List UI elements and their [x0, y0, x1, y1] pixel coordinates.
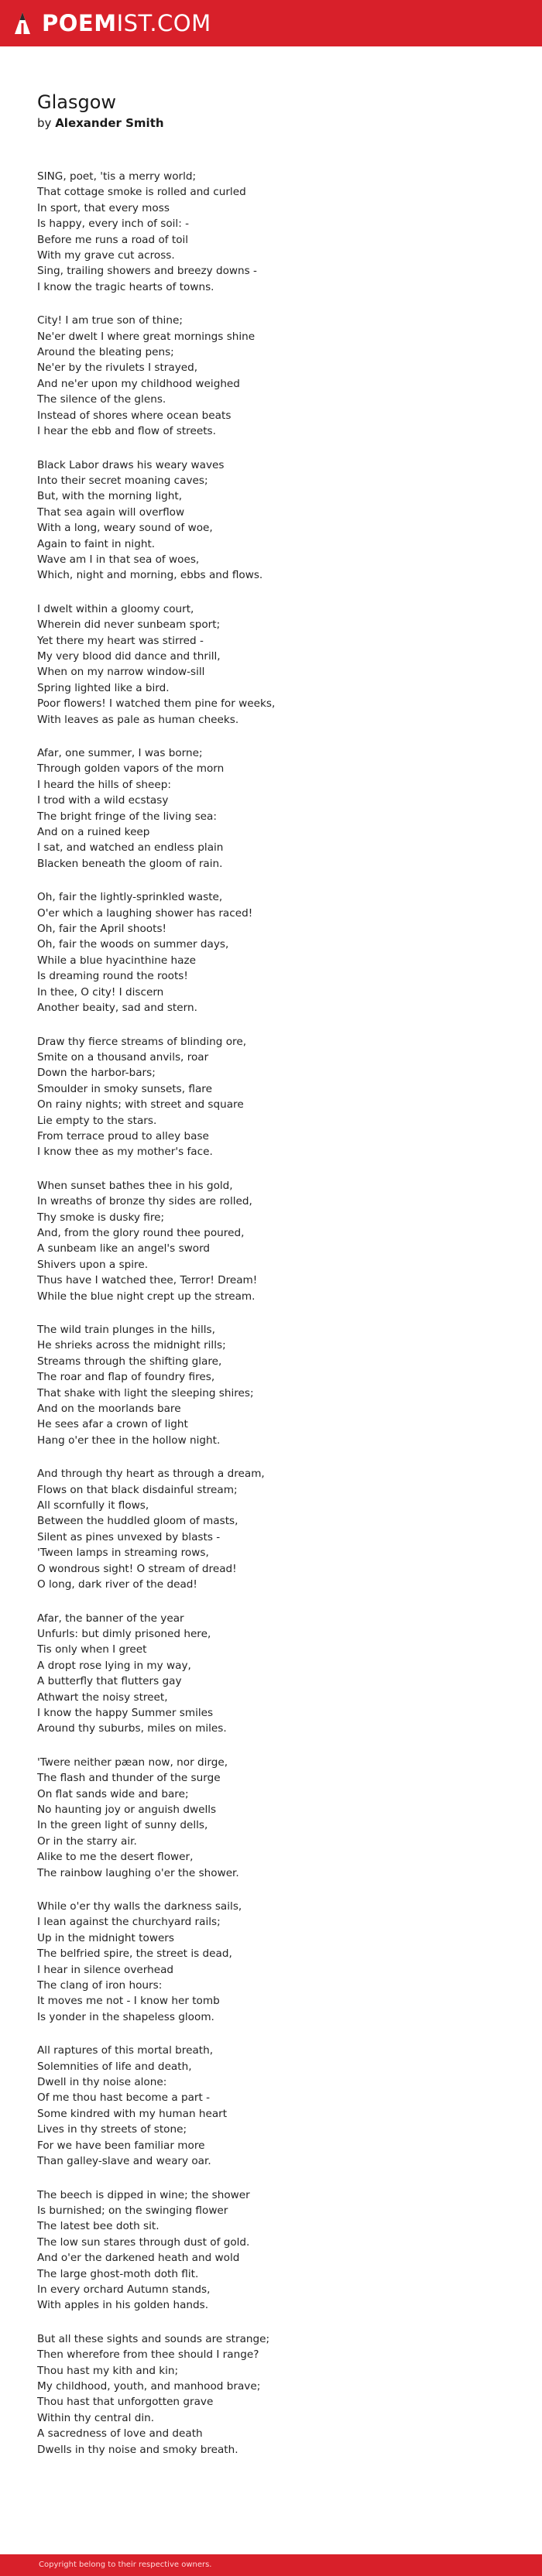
poem-line: Thou hast my kith and kin;: [37, 2364, 179, 2377]
poem-line: In every orchard Autumn stands,: [37, 2283, 211, 2296]
poem-line: In thee, O city! I discern: [37, 985, 164, 999]
poem-line: In sport, that every moss: [37, 201, 170, 214]
stanza: [37, 1322, 517, 1448]
site-logo-text: [42, 0, 211, 46]
poem-line: While a blue hyacinthine haze: [37, 954, 196, 967]
stanza: [37, 745, 517, 872]
stanza: [37, 601, 517, 728]
poem-line: The clang of iron hours:: [37, 1979, 163, 1992]
byline-prefix: by: [37, 116, 52, 130]
poem-line: Poor flowers! I watched them pine for weeks,: [37, 697, 276, 711]
poem-line: All scornfully it flows,: [37, 1499, 149, 1512]
poem-line: Lives in thy streets of stone;: [37, 2123, 187, 2136]
poem-line: While the blue night crept up the stream.: [37, 1290, 256, 1303]
pencil-tip-icon: [12, 12, 33, 35]
poem-line: City! I am true son of thine;: [37, 314, 183, 327]
poem-line: Is happy, every inch of soil: -: [37, 218, 190, 231]
poem-line: Dwell in thy noise alone:: [37, 2076, 167, 2089]
poem-line: Is yonder in the shapeless gloom.: [37, 2010, 214, 2023]
poem-line: In wreaths of bronze thy sides are rolled,: [37, 1195, 252, 1208]
poem-line: I heard the hills of sheep:: [37, 778, 171, 791]
poem-line: He shrieks across the midnight rills;: [37, 1339, 226, 1352]
poem-line: Solemnities of life and death,: [37, 2060, 192, 2073]
author-link[interactable]: Alexander Smith: [55, 116, 164, 130]
stanza: [37, 169, 517, 295]
poem-line: Around the bleating pens;: [37, 346, 174, 359]
stanza: [37, 1034, 517, 1160]
poem-line: While o'er thy walls the darkness sails,: [37, 1900, 242, 1913]
poem-line: With apples in his golden hands.: [37, 2299, 209, 2312]
poem-line: When on my narrow window-sill: [37, 666, 205, 679]
poem-line: The bright fringe of the living sea:: [37, 810, 217, 823]
stanza: [37, 1611, 517, 1737]
poem-line: Afar, one summer, I was borne;: [37, 747, 203, 759]
poem-line: It moves me not - I know her tomb: [37, 1995, 220, 2008]
poem-line: The large ghost-moth doth flit.: [37, 2267, 199, 2280]
poem-line: Into their secret moaning caves;: [37, 474, 208, 487]
poem-line: I lean against the churchyard rails;: [37, 1916, 221, 1929]
poem-line: 'Twere neither pæan now, nor dirge,: [37, 1756, 228, 1769]
poem-line: Streams through the shifting glare,: [37, 1355, 222, 1368]
poem-line: Blacken beneath the gloom of rain.: [37, 857, 223, 870]
poem-line: My very blood did dance and thrill,: [37, 649, 221, 663]
poem-line: But, with the morning light,: [37, 490, 183, 503]
poem-line: In the green light of sunny dells,: [37, 1819, 208, 1832]
stanza: [37, 2187, 517, 2314]
poem-line: Hang o'er thee in the hollow night.: [37, 1434, 221, 1447]
poem-line: Around thy suburbs, miles on miles.: [37, 1722, 227, 1735]
poem-line: For we have been familiar more: [37, 2139, 205, 2152]
poem-line: Down the harbor-bars;: [37, 1067, 156, 1080]
poem-line: Through golden vapors of the morn: [37, 762, 225, 776]
poem-line: Within thy central din.: [37, 2411, 155, 2424]
poem-line: Oh, fair the woods on summer days,: [37, 938, 229, 951]
poem-line: Yet there my heart was stirred -: [37, 634, 204, 647]
poem-line: Sing, trailing showers and breezy downs -: [37, 265, 257, 278]
poem-line: Wherein did never sunbeam sport;: [37, 618, 221, 632]
site-logo[interactable]: [12, 0, 211, 46]
stanza: [37, 1466, 517, 1592]
stanza: [37, 1178, 517, 1304]
poem-body: [37, 169, 517, 2475]
poem-line: And ne'er upon my childhood weighed: [37, 377, 240, 390]
poem-line: The silence of the glens.: [37, 393, 166, 406]
poem-line: Ne'er by the rivulets I strayed,: [37, 361, 198, 375]
poem-line: Dwells in thy noise and smoky breath.: [37, 2443, 238, 2456]
byline: [37, 115, 164, 132]
poem-line: He sees afar a crown of light: [37, 1418, 188, 1431]
poem-line: Spring lighted like a bird.: [37, 681, 170, 694]
poem-line: Than galley-slave and weary oar.: [37, 2155, 211, 2168]
poem-line: A dropt rose lying in my way,: [37, 1659, 191, 1672]
poem-line: The flash and thunder of the surge: [37, 1772, 221, 1785]
poem-line: Silent as pines unvexed by blasts -: [37, 1530, 221, 1543]
poem-line: Tis only when I greet: [37, 1643, 147, 1656]
poem-line: Smoulder in smoky sunsets, flare: [37, 1082, 212, 1095]
poem-line: Smite on a thousand anvils, roar: [37, 1050, 209, 1064]
poem-line: I hear the ebb and flow of streets.: [37, 425, 216, 438]
poem-line: Instead of shores where ocean beats: [37, 409, 232, 422]
poem-line: All raptures of this mortal breath,: [37, 2044, 214, 2057]
poem-line: Oh, fair the lightly-sprinkled waste,: [37, 891, 223, 904]
poem-line: Or in the starry air.: [37, 1834, 137, 1848]
poem-line: Draw thy fierce streams of blinding ore,: [37, 1035, 247, 1048]
poem-line: The latest bee doth sit.: [37, 2220, 160, 2233]
poem-line: When sunset bathes thee in his gold,: [37, 1179, 233, 1192]
poem-line: The roar and flap of foundry fires,: [37, 1371, 215, 1384]
poem-line: I know the happy Summer smiles: [37, 1706, 214, 1719]
poem-line: SING, poet, 'tis a merry world;: [37, 170, 197, 183]
logo-text-light: IST.COM: [116, 10, 211, 36]
poem-line: That sea again will overflow: [37, 505, 185, 519]
stanza: [37, 1755, 517, 1881]
poem-line: Before me runs a road of toil: [37, 233, 189, 246]
poem-line: The rainbow laughing o'er the shower.: [37, 1866, 239, 1879]
stanza: [37, 313, 517, 439]
poem-line: I sat, and watched an endless plain: [37, 841, 224, 855]
poem-line: Lie empty to the stars.: [37, 1114, 157, 1127]
logo-text-bold: POEM: [42, 10, 117, 36]
poem-line: On flat sands wide and bare;: [37, 1787, 189, 1800]
poem-title: Glasgow: [37, 91, 117, 113]
poem-line: With leaves as pale as human cheeks.: [37, 713, 239, 726]
poem-line: I hear in silence overhead: [37, 1963, 174, 1976]
poem-line: 'Tween lamps in streaming rows,: [37, 1547, 209, 1560]
poem-line: O'er which a laughing shower has raced!: [37, 906, 253, 920]
poem-line: With a long, weary sound of woe,: [37, 522, 213, 535]
poem-line: Is dreaming round the roots!: [37, 970, 188, 983]
poem-line: That cottage smoke is rolled and curled: [37, 186, 246, 199]
poem-line: I trod with a wild ecstasy: [37, 794, 169, 807]
poem-line: Of me thou hast become a part -: [37, 2091, 211, 2105]
poem-line: O wondrous sight! O stream of dread!: [37, 1562, 237, 1575]
poem-line: And through thy heart as through a dream,: [37, 1468, 265, 1481]
site-header: [0, 0, 542, 46]
poem-line: Another beaity, sad and stern.: [37, 1002, 197, 1015]
site-footer: [0, 2554, 542, 2576]
poem-line: From terrace proud to alley base: [37, 1129, 209, 1142]
poem-line: A sunbeam like an angel's sword: [37, 1242, 211, 1255]
poem-line: On rainy nights; with street and square: [37, 1098, 244, 1112]
poem-line: Afar, the banner of the year: [37, 1612, 184, 1625]
poem-line: Wave am I in that sea of woes,: [37, 553, 200, 566]
poem-line: A butterfly that flutters gay: [37, 1675, 182, 1688]
poem-line: I dwelt within a gloomy court,: [37, 602, 194, 615]
poem-line: And on a ruined keep: [37, 826, 150, 839]
poem-line: And o'er the darkened heath and wold: [37, 2252, 240, 2265]
poem-line: And on the moorlands bare: [37, 1403, 181, 1416]
poem-line: O long, dark river of the dead!: [37, 1578, 197, 1591]
poem-line: Black Labor draws his weary waves: [37, 458, 225, 471]
poem-line: I know the tragic hearts of towns.: [37, 280, 214, 293]
poem-line: That shake with light the sleeping shires;: [37, 1386, 254, 1399]
poem-line: And, from the glory round thee poured,: [37, 1226, 245, 1239]
poem-line: Between the huddled gloom of masts,: [37, 1515, 238, 1528]
poem-line: The belfried spire, the street is dead,: [37, 1947, 232, 1961]
poem-line: Some kindred with my human heart: [37, 2107, 228, 2120]
stanza: [37, 889, 517, 1016]
poem-line: No haunting joy or anguish dwells: [37, 1803, 217, 1816]
poem-line: Thus have I watched thee, Terror! Dream!: [37, 1274, 258, 1287]
poem-line: Is burnished; on the swinging flower: [37, 2204, 228, 2217]
poem-header: [37, 91, 164, 132]
poem-line: Shivers upon a spire.: [37, 1258, 149, 1271]
poem-line: Up in the midnight towers: [37, 1931, 174, 1944]
poem-line: Oh, fair the April shoots!: [37, 923, 166, 936]
poem-line: The beech is dipped in wine; the shower: [37, 2188, 250, 2201]
poem-line: The low sun stares through dust of gold.: [37, 2235, 250, 2249]
poem-line: Again to faint in night.: [37, 537, 156, 550]
stanza: [37, 2331, 517, 2458]
poem-line: But all these sights and sounds are strange;: [37, 2332, 270, 2345]
poem-line: Ne'er dwelt I where great mornings shine: [37, 330, 256, 343]
copyright-notice: Copyright belong to their respective owners.: [39, 2561, 212, 2569]
stanza: [37, 457, 517, 584]
stanza: [37, 1899, 517, 2025]
poem-line: My childhood, youth, and manhood brave;: [37, 2379, 261, 2393]
poem-line: Flows on that black disdainful stream;: [37, 1483, 238, 1496]
poem-line: A sacredness of love and death: [37, 2427, 203, 2441]
poem-line: With my grave cut across.: [37, 249, 175, 262]
poem-line: Which, night and morning, ebbs and flows.: [37, 569, 263, 582]
poem-line: Then wherefore from thee should I range?: [37, 2348, 259, 2362]
stanza: [37, 2043, 517, 2169]
poem-line: Alike to me the desert flower,: [37, 1851, 194, 1864]
poem-line: Unfurls: but dimly prisoned here,: [37, 1627, 211, 1640]
poem-line: Athwart the noisy street,: [37, 1690, 168, 1704]
poem-line: Thy smoke is dusky fire;: [37, 1211, 165, 1224]
poem-line: Thou hast that unforgotten grave: [37, 2396, 214, 2409]
poem-line: The wild train plunges in the hills,: [37, 1324, 215, 1336]
poem-line: I know thee as my mother's face.: [37, 1146, 213, 1159]
